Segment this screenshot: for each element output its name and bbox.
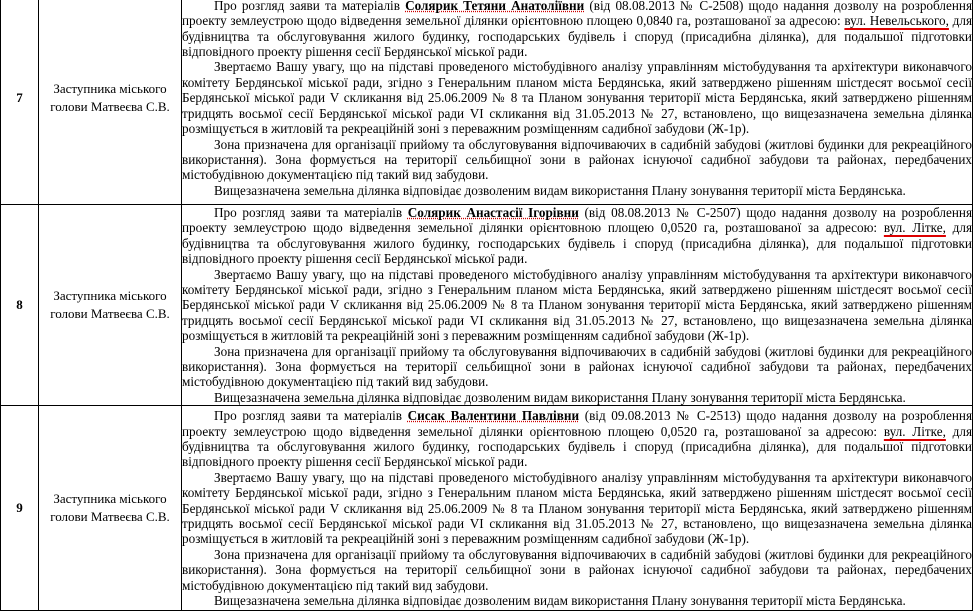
row-number: 9 (1, 406, 39, 611)
decision-text (182, 406, 973, 611)
text: (від 08.08.2013 № С-2508) щодо надання дозволу на розроблення проекту землеустрою щодо відведення земельної ділянки орієнтовною площею 0,0840 га, розташованої за адресою: (182, 0, 973, 29)
address: вул. Літке, (883, 423, 946, 439)
text: Звертаємо Вашу увагу, що на підставі проведеного містобудівного аналізу управлінням містобудування та архітектури виконавчого комітету Бердянської міської ради, згідно з Генеральним планом міста Бердянська, який затверджено рішенням шістдесят восьмої сесії Бердянської міської ради V скликання від 25.06.2009 № 8 та Планом зонування території міста Бердянська, який затверджено рішенням тридцять восьмої сесії Бердянської міської ради VI скликання від 31.05.2013 № 27, встановлено, що вищезазначена земельна ділянка розміщується в житловій та рекреаційній зоні з переважним розміщенням садибної забудови (Ж-1р). (182, 59, 972, 137)
paragraph-request (182, 0, 972, 59)
paragraph-request (182, 408, 972, 470)
paragraph-zone (182, 547, 972, 593)
paragraph-analysis (182, 267, 972, 344)
paragraph-analysis (182, 470, 972, 547)
text: Звертаємо Вашу увагу, що на підставі проведеного містобудівного аналізу управлінням містобудування та архітектури виконавчого комітету Бердянської міської ради, згідно з Генеральним планом міста Бердянська, який затверджено рішенням шістдесят восьмої сесії Бердянської міської ради V скликання від 25.06.2009 № 8 та Планом зонування території міста Бердянська, який затверджено рішенням тридцять восьмої сесії Бердянської міської ради VI скликання від 31.05.2013 № 27, встановлено, що вищезазначена земельна ділянка розміщується в житловій та рекреаційній зоні з переважним розміщенням садибної забудови (Ж-1р). (182, 266, 972, 344)
text: Про розгляд заяви та матеріалів (214, 205, 403, 220)
responsible-official: Заступника міського голови Матвеєва С.В. (39, 205, 182, 406)
text: Про розгляд заяви та матеріалів (214, 0, 400, 13)
responsible-official: Заступника міського голови Матвеєва С.В. (39, 0, 182, 205)
text: Вищезазначена земельна ділянка відповідає дозволеним видам використання Плану зонування території міста Бердянська. (214, 182, 906, 198)
decision-text (182, 205, 973, 406)
row-number: 8 (1, 205, 39, 406)
text: (від 08.08.2013 № С-2507) щодо надання дозволу на розроблення проекту землеустрою щодо відведення земельної ділянки орієнтовною площею 0,0520 га, розташованої за адресою: (182, 205, 973, 236)
paragraph-conclusion (182, 183, 972, 198)
paragraph-conclusion (182, 390, 972, 405)
text: Вищезазначена земельна ділянка відповідає дозволеним видам використання Плану зонування території міста Бердянська. (214, 389, 906, 405)
applicant-name: Солярик Анастасії Ігорівни (407, 205, 579, 220)
text: для будівництва та обслуговування жилого будинку, господарських будівель і споруд (присадибна ділянка), для подальшої підготовки відповідного проекту рішення сесії Бердянської міської ради. (182, 13, 973, 60)
text: Вищезазначена земельна ділянка відповідає дозволеним видам використання Плану зонування території міста Бердянська. (214, 593, 906, 609)
table-row (1, 205, 973, 406)
text: Зона призначена для організації прийому та обслуговування відпочиваючих в садибній забудові (житлові будинки для рекреаційного використання). Зона формується на території сельбищної зони в районах існуючої садибної забудови та районах, передбачених містобудівною документацією під такий вид забудови. (182, 343, 972, 390)
address: вул. Невельського, (844, 13, 949, 29)
paragraph-zone (182, 344, 972, 390)
address: вул. Літке, (883, 220, 946, 236)
paragraph-conclusion (182, 593, 972, 608)
text: Зона призначена для організації прийому та обслуговування відпочиваючих в садибній забудові (житлові будинки для рекреаційного використання). Зона формується на території сельбищної зони в районах існуючої садибної забудови та районах, передбачених містобудівною документацією під такий вид забудови. (182, 546, 972, 593)
text: Звертаємо Вашу увагу, що на підставі проведеного містобудівного аналізу управлінням містобудування та архітектури виконавчого комітету Бердянської міської ради, згідно з Генеральним планом міста Бердянська, який затверджено рішенням шістдесят восьмої сесії Бердянської міської ради V скликання від 25.06.2009 № 8 та Планом зонування території міста Бердянська, який затверджено рішенням тридцять восьмої сесії Бердянської міської ради VI скликання від 31.05.2013 № 27, встановлено, що вищезазначена земельна ділянка розміщується в житловій та рекреаційній зоні з переважним розміщенням садибної забудови (Ж-1р). (182, 469, 972, 547)
row-number: 7 (1, 0, 39, 205)
text: Про розгляд заяви та матеріалів (214, 408, 402, 424)
text: Зона призначена для організації прийому та обслуговування відпочиваючих в садибній забудові (житлові будинки для рекреаційного використання). Зона формується на території сельбищної зони в районах існуючої садибної забудови та районах, передбачених містобудівною документацією під такий вид забудови. (182, 136, 972, 183)
text: для будівництва та обслуговування жилого будинку, господарських будівель і споруд (присадибна ділянка), для подальшої підготовки відповідного проекту рішення сесії Бердянської міської ради. (182, 423, 973, 470)
paragraph-analysis (182, 59, 972, 136)
text: для будівництва та обслуговування жилого будинку, господарських будівель і споруд (присадибна ділянка), для подальшої підготовки відповідного проекту рішення сесії Бердянської міської ради. (182, 220, 973, 267)
applicant-name: Сисак Валентини Павлівни (407, 408, 580, 424)
table-row (1, 0, 973, 205)
responsible-official: Заступника міського голови Матвеєва С.В. (39, 406, 182, 611)
text: (від 09.08.2013 № С-2513) щодо надання дозволу на розроблення проекту землеустрою щодо відведення земельної ділянки орієнтовною площею 0,0520 га, розташованої за адресою: (182, 408, 973, 439)
decision-text (182, 0, 973, 205)
paragraph-request (182, 205, 972, 267)
table-row (1, 406, 973, 611)
applicant-name: Солярик Тетяни Анатоліївни (405, 0, 585, 13)
paragraph-zone (182, 137, 972, 183)
